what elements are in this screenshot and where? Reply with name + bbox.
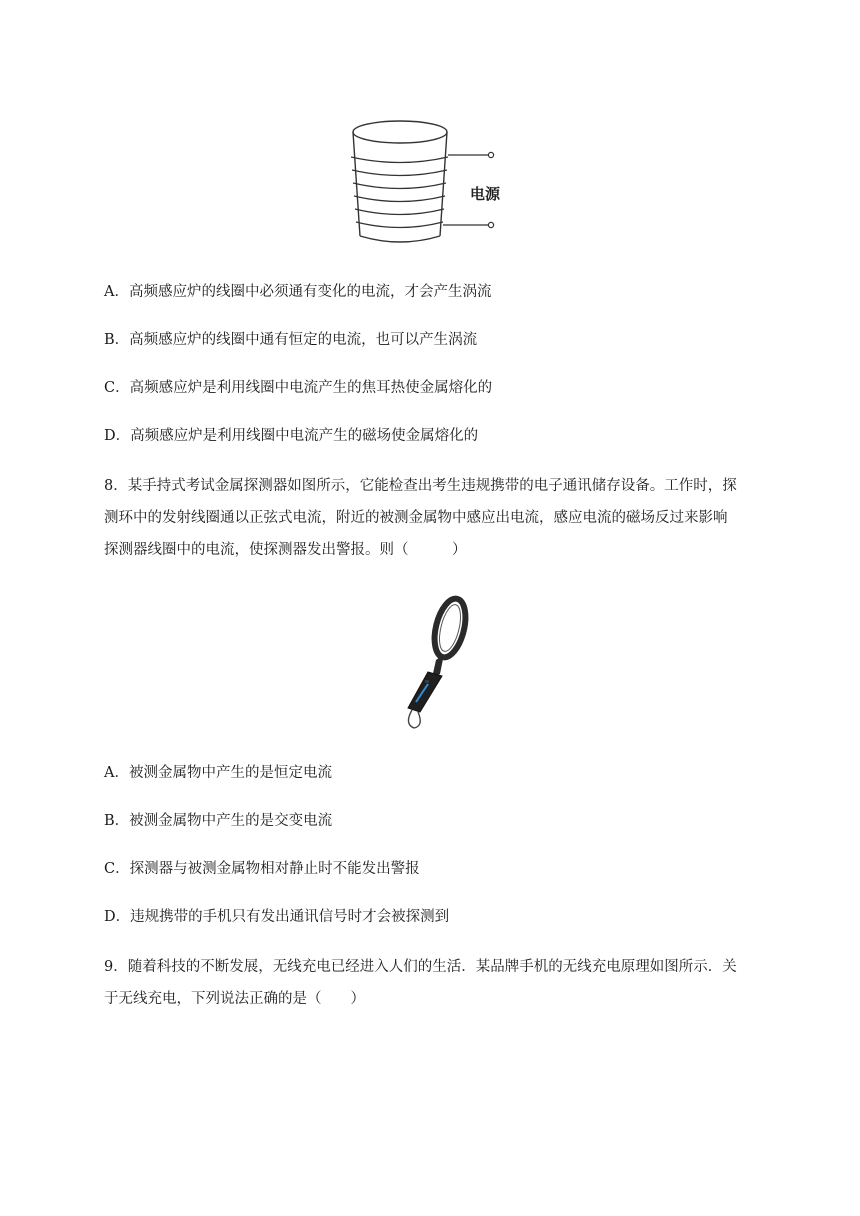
q8-option-c: C．探测器与被测金属物相对静止时不能发出警报 xyxy=(104,861,420,877)
q8-option-a: A．被测金属物中产生的是恒定电流 xyxy=(104,765,332,781)
q7-option-c: C．高频感应炉是利用线圈中电流产生的焦耳热使金属熔化的 xyxy=(104,380,493,396)
q7-option-a: A．高频感应炉的线圈中必须通有变化的电流，才会产生涡流 xyxy=(104,284,492,300)
q8-option-d: D．违规携带的手机只有发出通讯信号时才会被探测到 xyxy=(104,909,450,925)
q8-stem-line-1: 8．某手持式考试金属探测器如图所示，它能检查出考生违规携带的电子通讯储存设备。工作时，探 xyxy=(104,478,737,494)
q8-stem-line-3: 探测器线圈中的电流，使探测器发出警报。则（ ） xyxy=(104,542,467,558)
induction-furnace-figure xyxy=(340,112,520,252)
q9-stem-line-2: 于无线充电，下列说法正确的是（ ） xyxy=(104,991,365,1007)
q8-stem-line-2: 测环中的发射线圈通以正弦式电流，附近的被测金属物中感应出电流，感应电流的磁场反过来影响 xyxy=(104,510,728,526)
power-source-label: 电源 xyxy=(470,185,501,203)
metal-detector-figure xyxy=(392,594,472,734)
q9-stem-line-1: 9．随着科技的不断发展，无线充电已经进入人们的生活．某品牌手机的无线充电原理如图所示．关 xyxy=(104,959,737,975)
q8-option-b: B．被测金属物中产生的是交变电流 xyxy=(104,813,333,829)
q7-option-b: B．高频感应炉的线圈中通有恒定的电流，也可以产生涡流 xyxy=(104,332,478,348)
q7-option-d: D．高频感应炉是利用线圈中电流产生的磁场使金属熔化的 xyxy=(104,428,479,444)
